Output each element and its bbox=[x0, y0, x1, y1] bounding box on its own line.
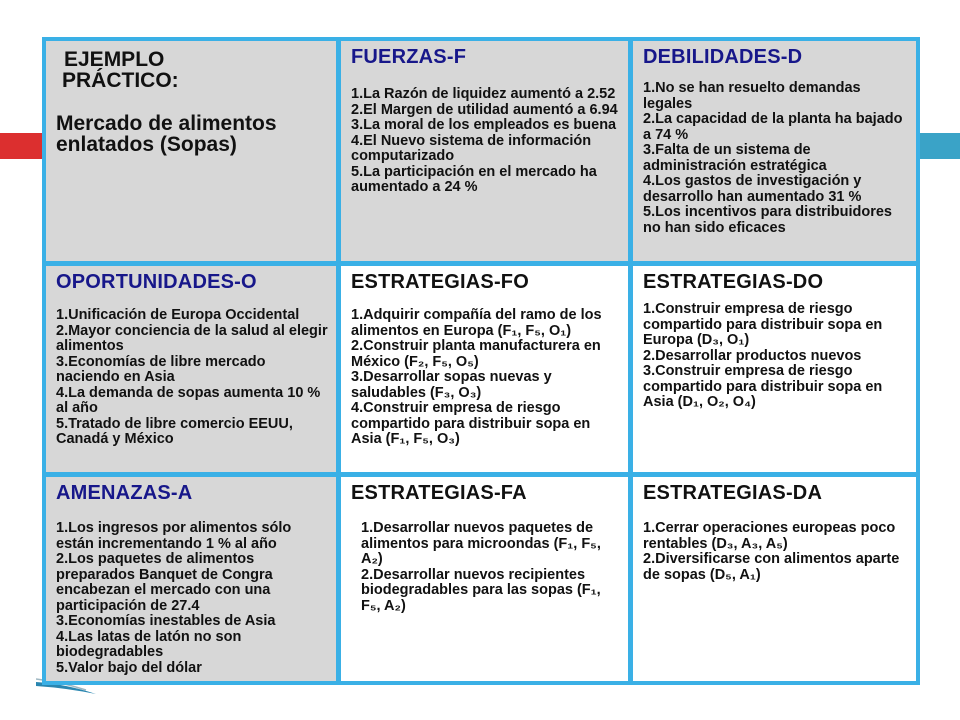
estrategias-do-list bbox=[643, 302, 908, 411]
list-item: 3.Economías de libre mercado naciendo en Asia bbox=[56, 353, 266, 385]
cell-debilidades bbox=[633, 41, 916, 261]
market-subtitle-line1: Mercado de alimentos bbox=[56, 112, 277, 135]
cell-amenazas bbox=[46, 477, 336, 681]
cell-oportunidades bbox=[46, 266, 336, 472]
list-item: 3.Desarrollar sopas nuevas y saludables (F₃, O₃) bbox=[351, 369, 552, 401]
list-item: 2.Diversificarse con alimentos aparte de sopas (D₅, A₁) bbox=[643, 551, 900, 583]
list-item: 1.Los ingresos por alimentos sólo están incrementando 1 % al año bbox=[56, 520, 292, 552]
list-item: 4.Construir empresa de riesgo compartido para distribuir sopa en Asia (F₁, F₅, O₃) bbox=[351, 400, 591, 447]
list-item: 2.Construir planta manufacturera en México (F₂, F₅, O₅) bbox=[351, 338, 601, 370]
list-item: 2.La capacidad de la planta ha bajado a 74 % bbox=[643, 111, 903, 143]
estrategias-da-heading: ESTRATEGIAS-DA bbox=[643, 482, 823, 504]
list-item: 1.Construir empresa de riesgo compartido para distribuir sopa en Europa (D₃, O₁) bbox=[643, 301, 883, 348]
list-item: 2.Mayor conciencia de la salud al elegir alimentos bbox=[56, 322, 328, 354]
blue-accent-bar bbox=[920, 133, 960, 159]
list-item: 2.Los paquetes de alimentos preparados Banquet de Congra encabezan el mercado con una participación de 27.4 bbox=[56, 551, 273, 614]
example-title-line1: EJEMPLO bbox=[64, 48, 165, 71]
list-item: 5.Valor bajo del dólar bbox=[56, 659, 202, 676]
cell-estrategias-do bbox=[633, 266, 916, 472]
debilidades-list bbox=[643, 81, 908, 236]
cell-estrategias-fa bbox=[341, 477, 628, 681]
red-accent-bar bbox=[0, 133, 42, 159]
list-item: 1.Cerrar operaciones europeas poco rentables (D₃, A₃, A₅) bbox=[643, 520, 896, 552]
example-title-line2: PRÁCTICO: bbox=[62, 69, 179, 92]
list-item: 1.Adquirir compañía del ramo de los alimentos en Europa (F₁, F₅, O₁) bbox=[351, 307, 602, 339]
list-item: 5.Tratado de libre comercio EEUU, Canadá y México bbox=[56, 415, 293, 447]
list-item: 2.El Margen de utilidad aumentó a 6.94 bbox=[351, 101, 618, 118]
estrategias-do-heading: ESTRATEGIAS-DO bbox=[643, 271, 824, 293]
estrategias-fo-heading: ESTRATEGIAS-FO bbox=[351, 271, 529, 293]
market-subtitle-line2: enlatados (Sopas) bbox=[56, 133, 237, 156]
amenazas-heading: AMENAZAS-A bbox=[56, 482, 193, 504]
list-item: 3.Economías inestables de Asia bbox=[56, 613, 276, 629]
amenazas-list bbox=[56, 521, 328, 676]
swot-matrix bbox=[42, 37, 920, 685]
fuerzas-list bbox=[351, 87, 620, 196]
list-item: 1.No se han resuelto demandas legales bbox=[643, 80, 861, 112]
list-item: 4.Los gastos de investigación y desarrollo han aumentado 31 % bbox=[643, 173, 862, 205]
estrategias-da-list bbox=[643, 521, 908, 583]
list-item: 1.Unificación de Europa Occidental bbox=[56, 307, 300, 323]
list-item: 3.Falta de un sistema de administración estratégica bbox=[643, 142, 827, 174]
list-item: 5.La participación en el mercado ha aumentado a 24 % bbox=[351, 163, 597, 195]
list-item: 2.Desarrollar nuevos recipientes biodegradables para las sopas (F₁, F₅, A₂) bbox=[361, 566, 601, 614]
cell-title bbox=[46, 41, 336, 261]
list-item: 4.La demanda de sopas aumenta 10 % al año bbox=[56, 384, 321, 416]
estrategias-fa-list bbox=[351, 521, 620, 614]
list-item: 5.Los incentivos para distribuidores no han sido eficaces bbox=[643, 204, 892, 236]
list-item: 4.Las latas de latón no son biodegradables bbox=[56, 628, 242, 660]
estrategias-fa-heading: ESTRATEGIAS-FA bbox=[351, 482, 527, 504]
list-item: 3.La moral de los empleados es buena bbox=[351, 117, 617, 133]
oportunidades-heading: OPORTUNIDADES-O bbox=[56, 271, 257, 293]
list-item: 4.El Nuevo sistema de información computarizado bbox=[351, 132, 592, 164]
oportunidades-list bbox=[56, 308, 328, 448]
cell-estrategias-da bbox=[633, 477, 916, 681]
debilidades-heading: DEBILIDADES-D bbox=[643, 46, 803, 68]
fuerzas-heading: FUERZAS-F bbox=[351, 46, 467, 68]
list-item: 1.La Razón de liquidez aumentó a 2.52 bbox=[351, 86, 616, 102]
cell-estrategias-fo bbox=[341, 266, 628, 472]
cell-fuerzas bbox=[341, 41, 628, 261]
list-item: 2.Desarrollar productos nuevos bbox=[643, 347, 862, 364]
estrategias-fo-list bbox=[351, 308, 620, 448]
list-item: 1.Desarrollar nuevos paquetes de alimentos para microondas (F₁, F₅, A₂) bbox=[361, 520, 601, 567]
list-item: 3.Construir empresa de riesgo compartido para distribuir sopa en Asia (D₁, O₂, O₄) bbox=[643, 363, 883, 410]
